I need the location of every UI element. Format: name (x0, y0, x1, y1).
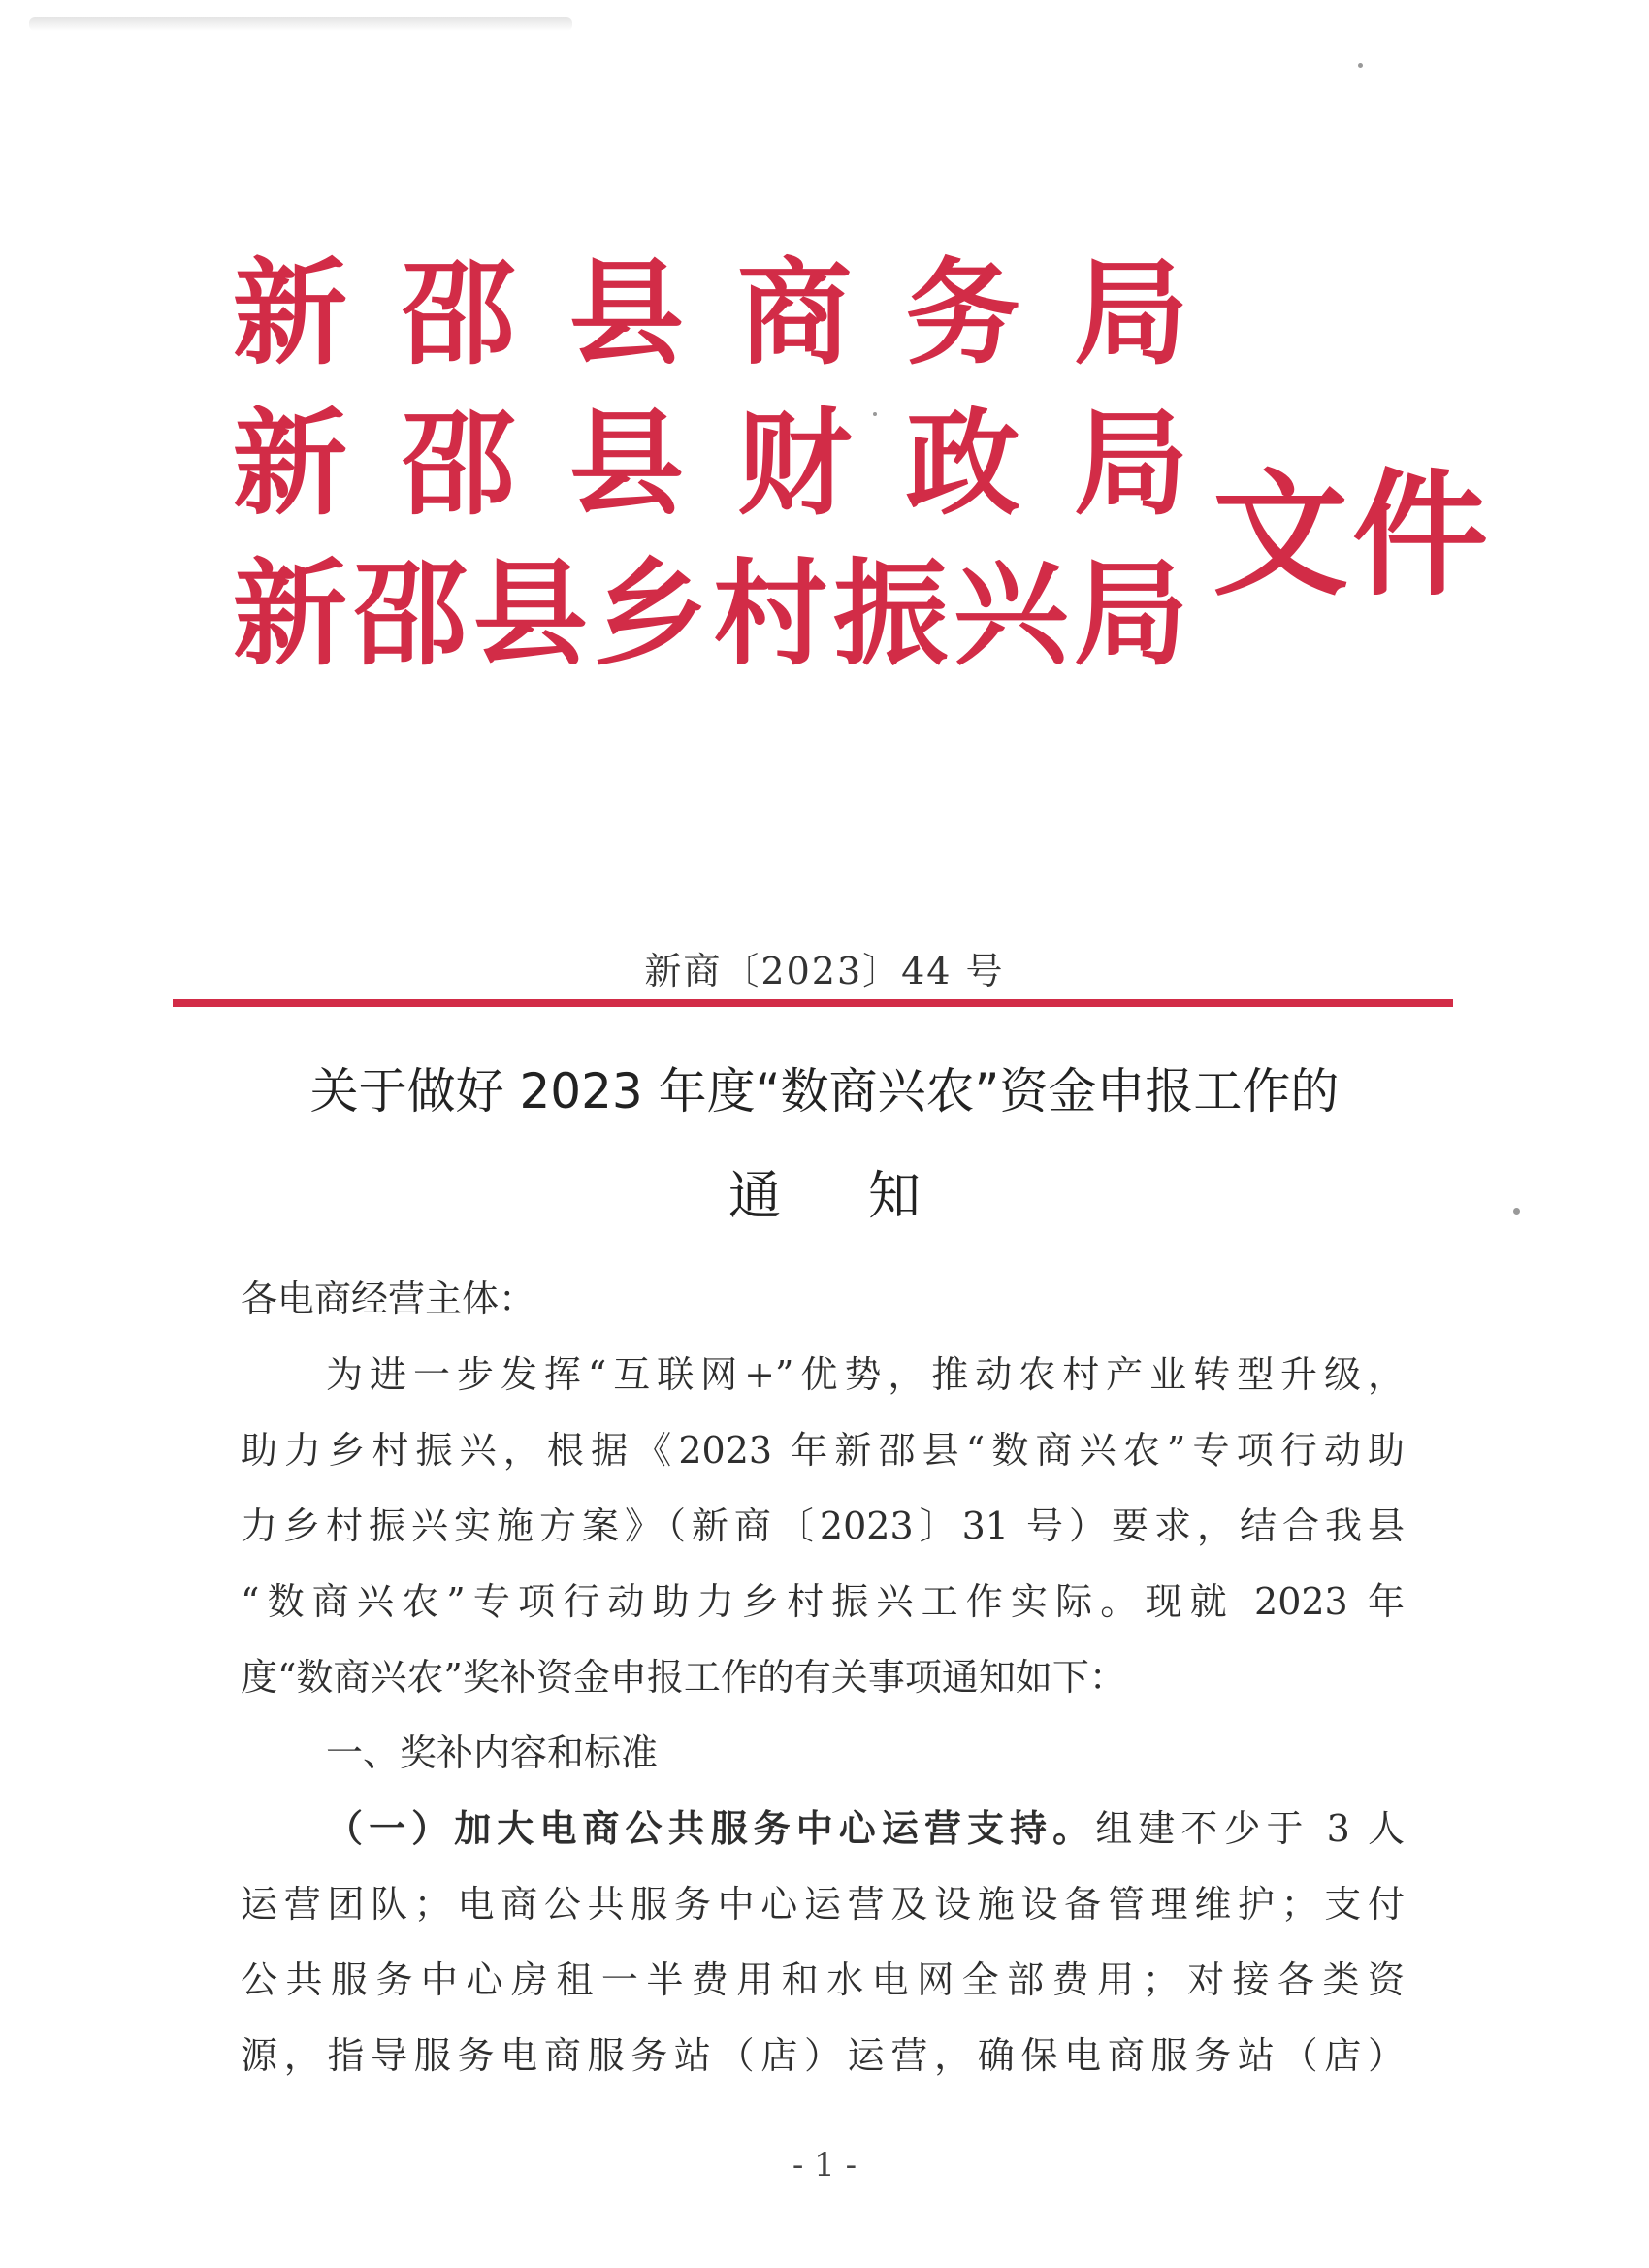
salutation: 各电商经营主体： (241, 1278, 536, 1320)
notice-title: 关于做好 2023 年度“数商兴农”资金申报工作的 (309, 1063, 1340, 1119)
agency-char: 局 (1073, 245, 1188, 380)
subsection-heading: （一）加大电商公共服务中心运营支持。 (326, 1806, 1096, 1850)
subsection-text: 组建不少于 3 人 (1095, 1807, 1405, 1850)
page-number: - 1 - (792, 2146, 857, 2185)
paragraph-line: “数商兴农”专项行动助力乡村振兴工作实际。现就 2023 年 (241, 1580, 1405, 1623)
agency-char: 财 (737, 396, 853, 531)
agency-char: 商 (737, 245, 853, 380)
scan-edge-shadow (29, 17, 572, 31)
agency-char: 新 (233, 546, 348, 681)
subsection-line (241, 1791, 1405, 1866)
agency-char: 政 (905, 396, 1020, 531)
agency-char: 局 (1073, 396, 1188, 531)
agency-char: 振 (833, 546, 949, 681)
agency-char: 兴 (954, 546, 1069, 681)
agency-finance-bureau (233, 388, 1188, 538)
agency-char: 新 (233, 396, 348, 531)
paragraph-line: 度“数商兴农”奖补资金申报工作的有关事项通知如下： (241, 1656, 1126, 1699)
document-number: 新商〔2023〕44 号 (644, 950, 1005, 992)
scan-speck (873, 412, 877, 416)
agency-char: 县 (472, 546, 588, 681)
paragraph-line: 公共服务中心房租一半费用和水电网全部费用；对接各类资 (241, 1959, 1405, 2001)
notice-title-suffix: 通知 (728, 1165, 1008, 1226)
agency-char: 邵 (352, 546, 468, 681)
paragraph-line: 源，指导服务电商服务站（店）运营，确保电商服务站（店） (241, 2034, 1405, 2077)
agency-char: 乡 (593, 546, 708, 681)
agency-char: 村 (713, 546, 828, 681)
letterhead-agencies (233, 238, 1188, 689)
agency-char: 县 (568, 245, 684, 380)
scan-speck (1513, 1208, 1520, 1215)
paragraph-line: 助力乡村振兴，根据《2023 年新邵县“数商兴农”专项行动助 (241, 1429, 1405, 1472)
notice-body (241, 1261, 1405, 2093)
agency-rural-revitalization-bureau (233, 538, 1188, 689)
paragraph-line: 力乡村振兴实施方案》（新商〔2023〕31 号）要求，结合我县 (241, 1505, 1405, 1547)
letterhead-document-word: 文件 (1212, 456, 1493, 615)
agency-commerce-bureau (233, 238, 1188, 388)
section-heading: 一、奖补内容和标准 (326, 1732, 659, 1774)
agency-char: 新 (233, 245, 348, 380)
paragraph-line: 为进一步发挥“互联网+”优势，推动农村产业转型升级， (326, 1353, 1405, 1396)
agency-char: 局 (1073, 546, 1188, 681)
agency-char: 邵 (401, 396, 516, 531)
agency-char: 务 (905, 245, 1020, 380)
agency-char: 邵 (401, 245, 516, 380)
scan-speck (1358, 63, 1363, 68)
paragraph-line: 运营团队；电商公共服务中心运营及设施设备管理维护；支付 (241, 1883, 1405, 1926)
red-divider-line (173, 999, 1453, 1007)
agency-char: 县 (568, 396, 684, 531)
